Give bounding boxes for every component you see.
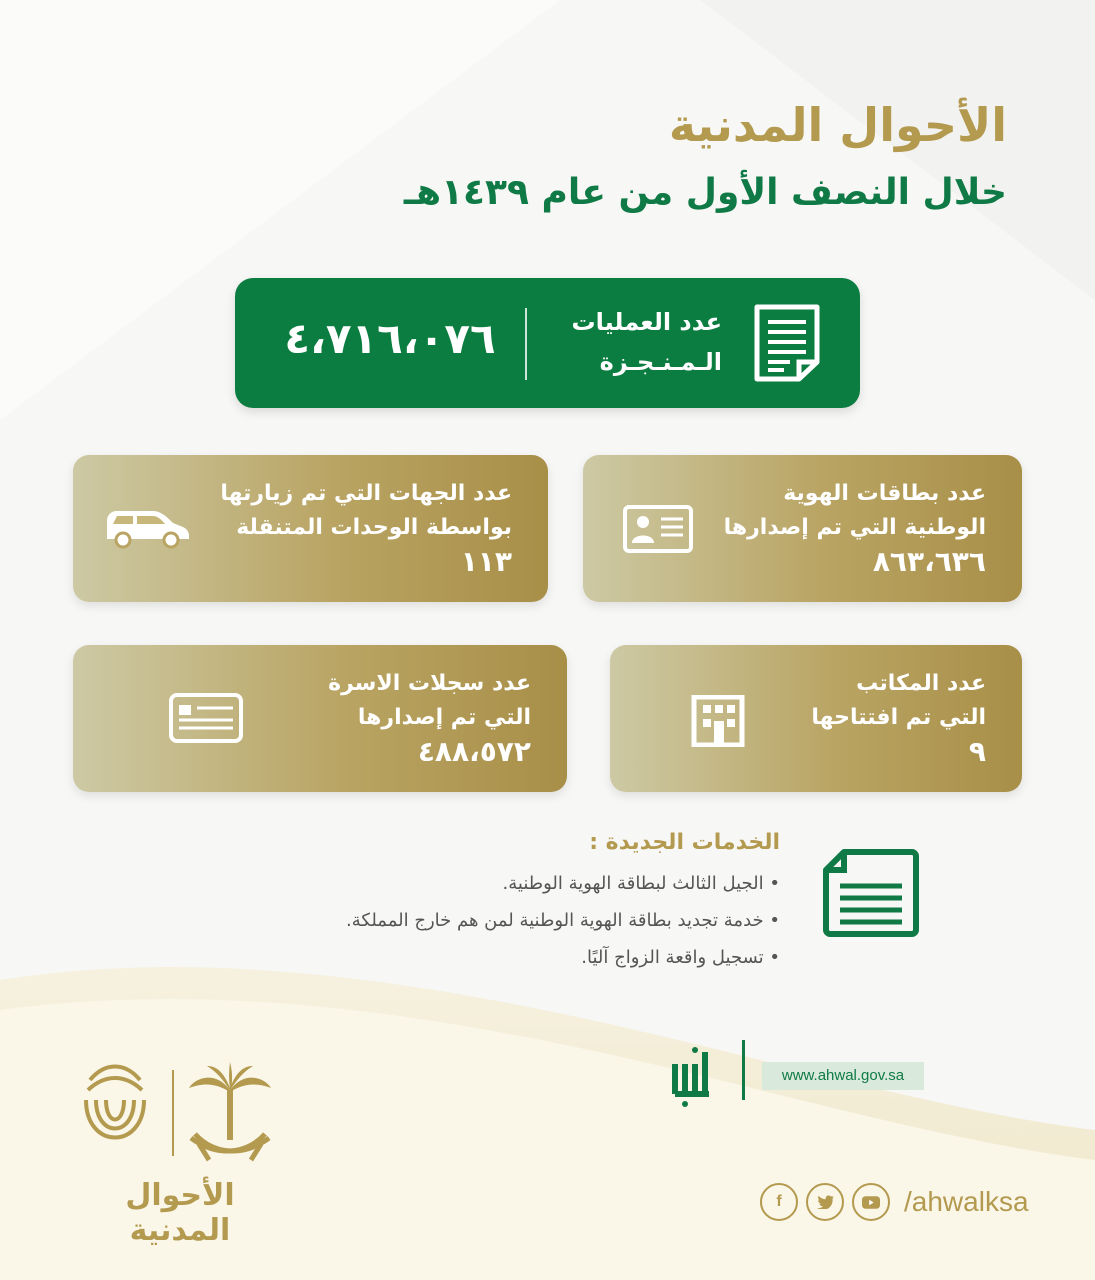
- operations-label-line1: عدد العمليات: [571, 308, 722, 336]
- offices-card: [610, 645, 1022, 792]
- id-cards-value: ٨٦٣،٦٣٦: [872, 545, 986, 578]
- id-cards-card: [583, 455, 1022, 602]
- list-item: • الجيل الثالث لبطاقة الهوية الوطنية.: [220, 865, 780, 902]
- divider: [742, 1040, 745, 1100]
- id-cards-label-line1: عدد بطاقات الهوية: [783, 481, 986, 506]
- record-card-icon: [169, 693, 243, 743]
- mobile-units-card: [73, 455, 548, 602]
- family-records-value: ٤٨٨،٥٧٢: [417, 735, 531, 768]
- operations-label: [522, 302, 722, 382]
- ahwal-logo-icon: [80, 1060, 150, 1160]
- page-title: الأحوال المدنية: [668, 98, 1007, 152]
- absher-logo: [665, 1042, 715, 1114]
- new-services: [220, 830, 780, 976]
- id-cards-text: [724, 477, 986, 579]
- id-card-icon: [623, 505, 693, 553]
- family-records-label-line2: التي تم إصدارها: [357, 705, 531, 730]
- offices-label-line1: عدد المكاتب: [856, 671, 986, 696]
- mobile-units-text: [220, 477, 512, 579]
- mobile-units-label-line2: بواسطة الوحدات المتنقلة: [236, 515, 512, 540]
- website-link[interactable]: www.ahwal.gov.sa: [762, 1062, 924, 1090]
- family-records-label-line1: عدد سجلات الاسرة: [328, 671, 531, 696]
- offices-label-line2: التي تم افتتاحها: [811, 705, 986, 730]
- facebook-icon[interactable]: f: [760, 1183, 798, 1221]
- absher-text: أبشر: [665, 1042, 667, 1043]
- operations-total-panel: [235, 278, 860, 408]
- mobile-units-value: ١١٣: [460, 545, 512, 578]
- operations-value: ٤،٧١٦،٠٧٦: [284, 314, 496, 363]
- offices-value: ٩: [968, 735, 986, 768]
- van-icon: [103, 507, 191, 549]
- family-records-text: [328, 667, 531, 769]
- social-handle[interactable]: /ahwalksa: [904, 1186, 1029, 1217]
- youtube-icon[interactable]: [852, 1183, 890, 1221]
- services-list: [220, 865, 780, 976]
- document-icon: [754, 304, 820, 382]
- divider: [172, 1070, 174, 1156]
- id-cards-label-line2: الوطنية التي تم إصدارها: [723, 515, 986, 540]
- offices-text: [811, 667, 986, 769]
- logo-text: الأحوال المدنية: [125, 1178, 235, 1248]
- list-item: • تسجيل واقعة الزواج آليًا.: [220, 939, 780, 976]
- building-icon: [690, 695, 746, 747]
- saudi-emblem-icon: [185, 1060, 275, 1170]
- operations-label-line2: الـمـنـجـزة: [599, 348, 722, 376]
- document-list-icon: [822, 848, 920, 938]
- twitter-icon[interactable]: [806, 1183, 844, 1221]
- family-records-card: [73, 645, 567, 792]
- services-heading: الخدمات الجديدة :: [589, 830, 780, 855]
- divider: [525, 308, 527, 380]
- page-subtitle: خلال النصف الأول من عام ١٤٣٩هـ: [403, 172, 1007, 213]
- list-item: • خدمة تجديد بطاقة الهوية الوطنية لمن هم خارج المملكة.: [220, 902, 780, 939]
- social-links: [760, 1182, 1029, 1222]
- mobile-units-label-line1: عدد الجهات التي تم زيارتها: [220, 481, 512, 506]
